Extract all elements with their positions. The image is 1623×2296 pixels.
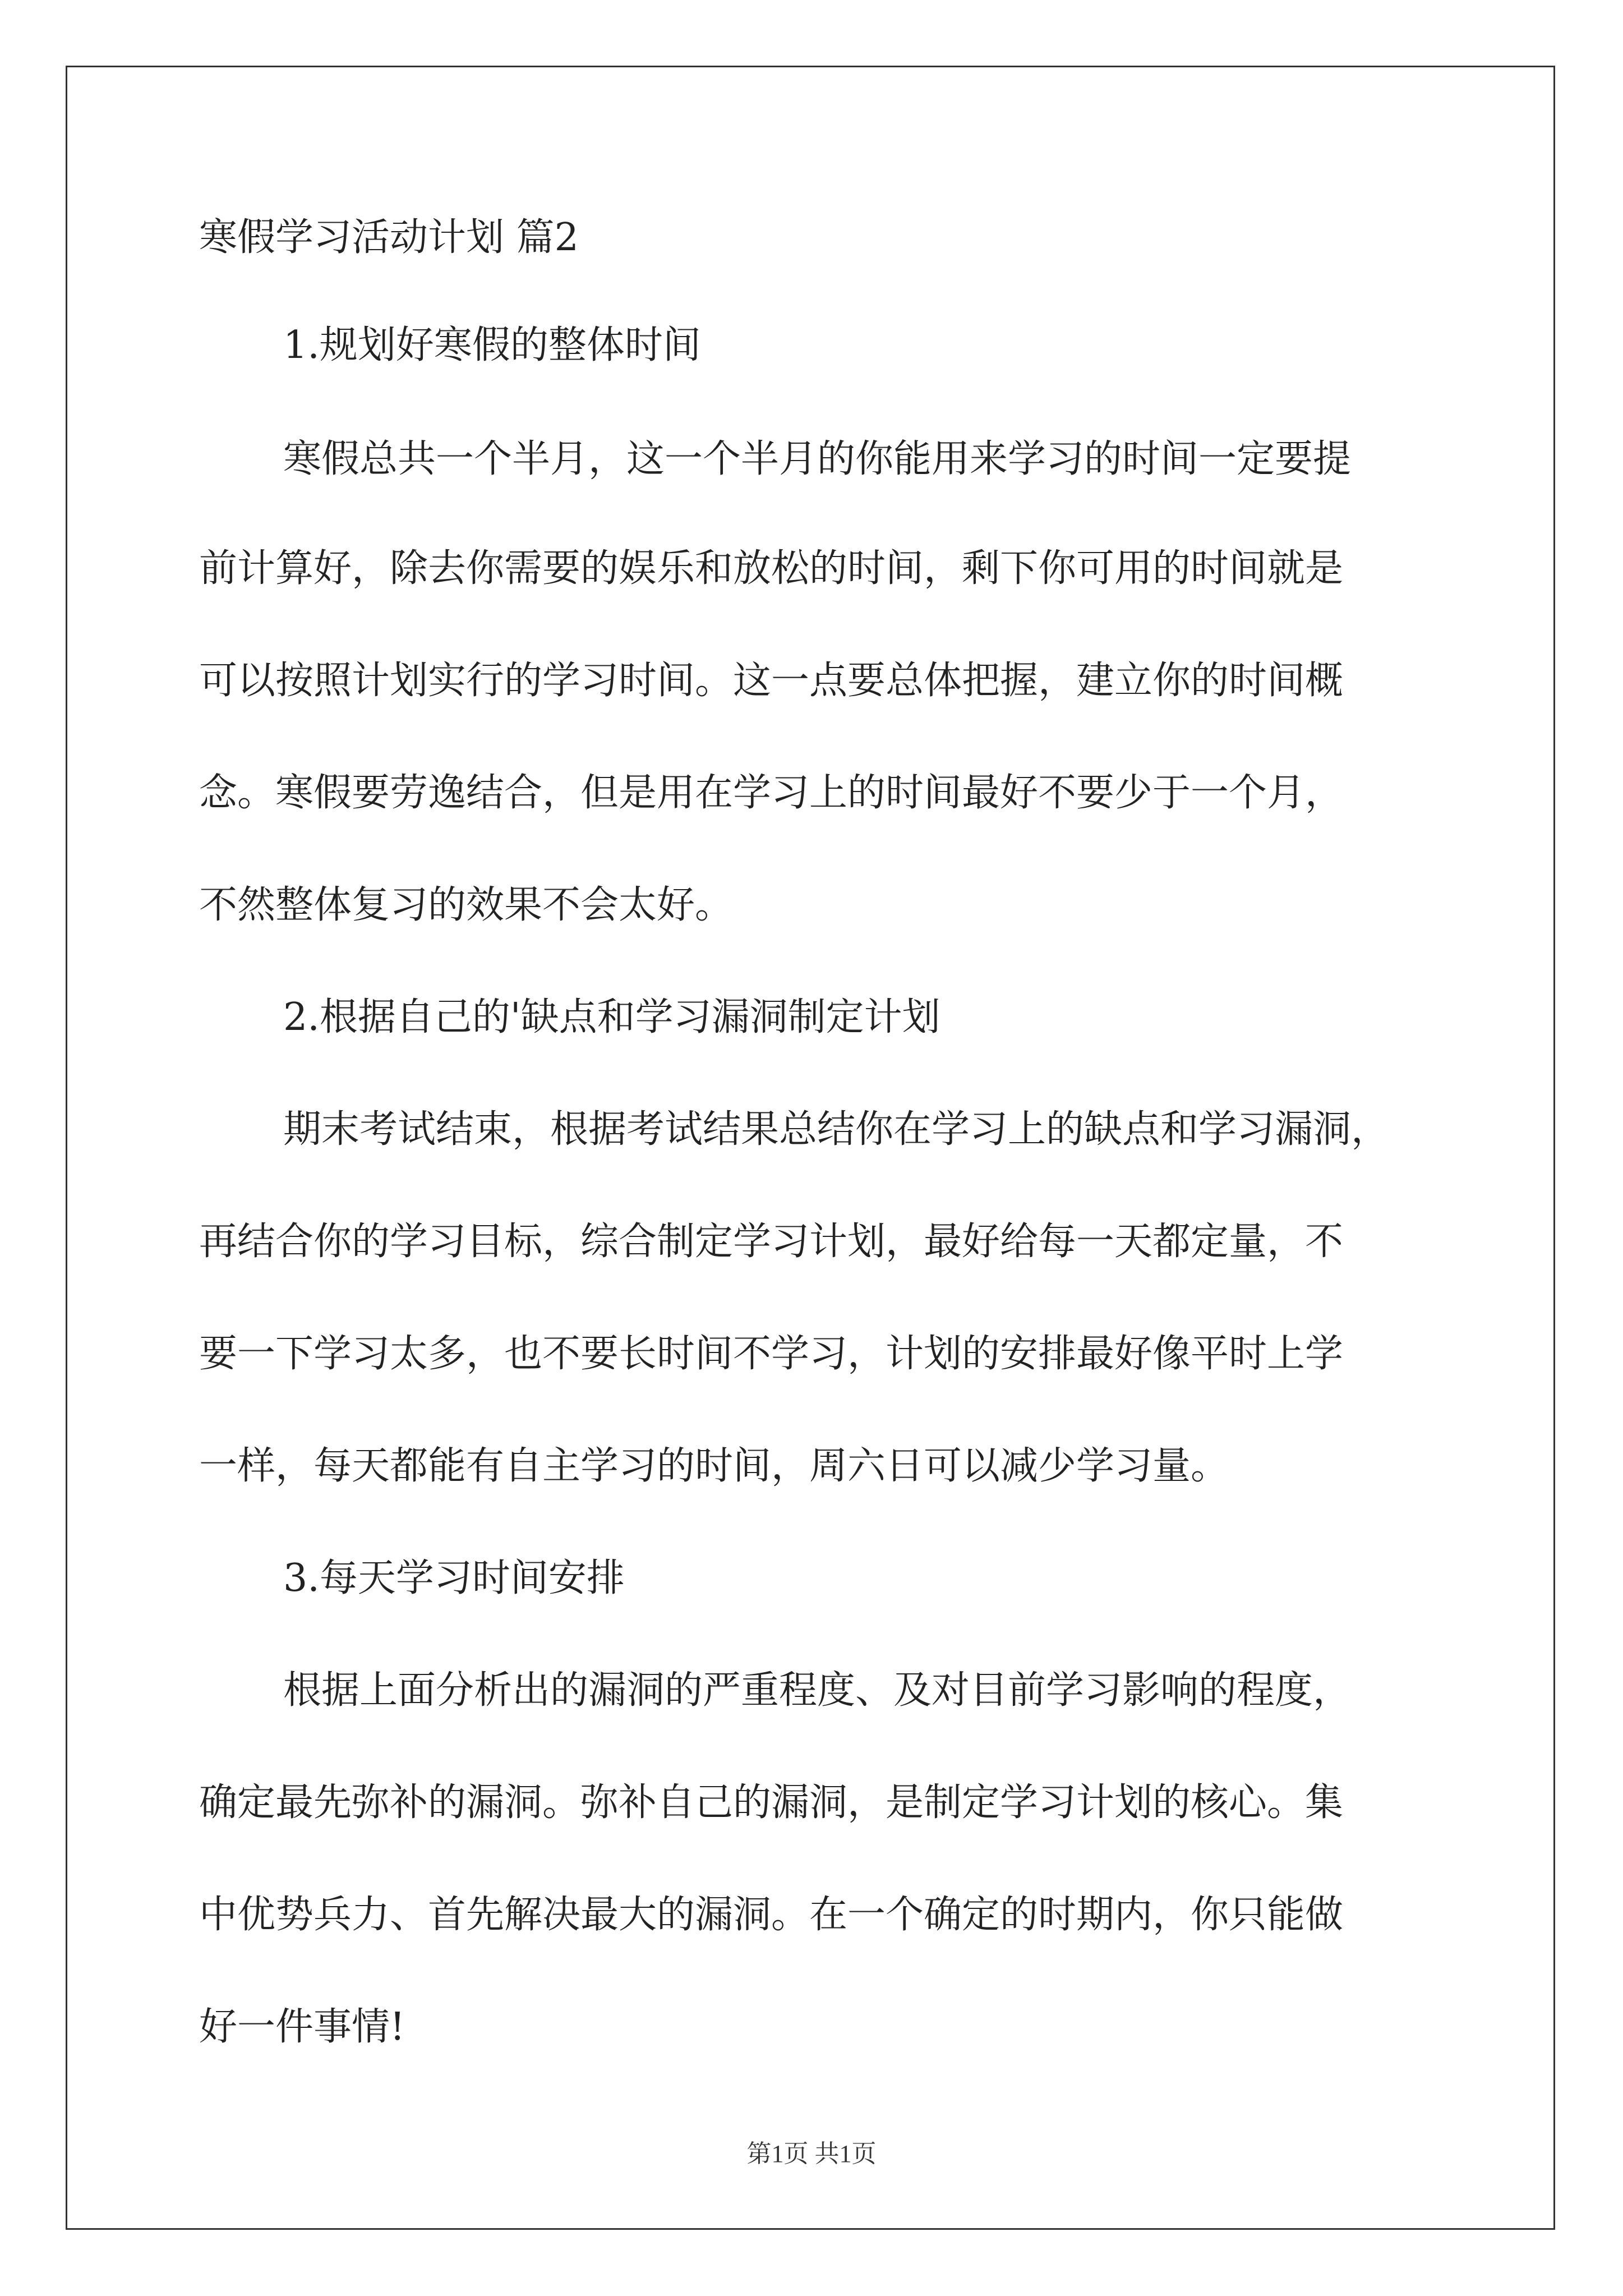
page-number-footer: 第1页 共1页 [746, 2140, 877, 2168]
paragraph-line: 要一下学习太多，也不要长时间不学习，计划的安排最好像平时上学 [199, 1332, 1344, 1376]
section-heading-2: 2.根据自己的'缺点和学习漏洞制定计划 [283, 995, 940, 1039]
paragraph-line: 前计算好，除去你需要的娱乐和放松的时间，剩下你可用的时间就是 [199, 546, 1344, 591]
paragraph-line: 好一件事情! [199, 2005, 405, 2049]
section-heading-1: 1.规划好寒假的整体时间 [283, 323, 701, 367]
paragraph-line: 根据上面分析出的漏洞的严重程度、及对目前学习影响的程度， [283, 1668, 1352, 1713]
paragraph-line: 中优势兵力、首先解决最大的漏洞。在一个确定的时期内，你只能做 [199, 1893, 1344, 1937]
paragraph-line: 再结合你的学习目标，综合制定学习计划，最好给每一天都定量，不 [199, 1220, 1344, 1264]
section-heading-3: 3.每天学习时间安排 [283, 1556, 625, 1600]
paragraph-line: 可以按照计划实行的学习时间。这一点要总体把握，建立你的时间概 [199, 659, 1344, 703]
paragraph-line: 确定最先弥补的漏洞。弥补自己的漏洞，是制定学习计划的核心。集 [199, 1780, 1344, 1825]
paragraph-line: 寒假总共一个半月，这一个半月的你能用来学习的时间一定要提 [283, 437, 1352, 481]
paragraph-line: 念。寒假要劳逸结合，但是用在学习上的时间最好不要少于一个月， [199, 771, 1344, 815]
paragraph-line: 一样，每天都能有自主学习的时间，周六日可以减少学习量。 [199, 1444, 1229, 1488]
document-title: 寒假学习活动计划 篇2 [199, 215, 579, 260]
paragraph-line: 不然整体复习的效果不会太好。 [199, 883, 734, 927]
paragraph-line: 期末考试结束，根据考试结果总结你在学习上的缺点和学习漏洞， [283, 1107, 1390, 1152]
